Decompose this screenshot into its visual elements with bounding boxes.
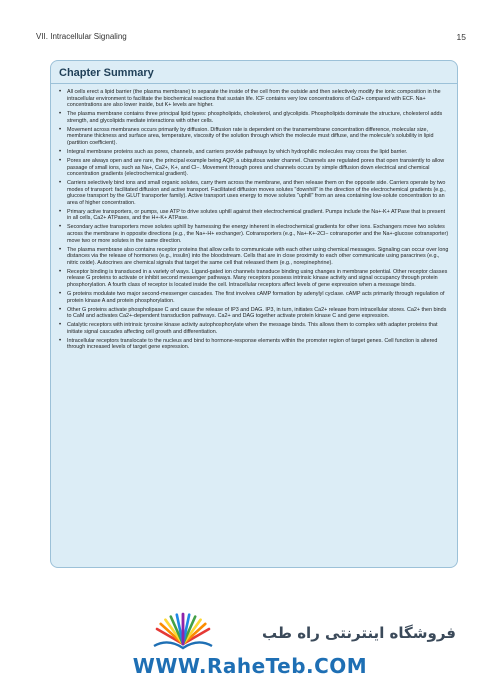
list-item-text: Secondary active transporters move solutes uphill by harnessing the energy inherent in electrochemical gradients for other ions. Exchangers move two solutes across the membrane in opposite directions (e.g., the Na+-H+ exchanger). Cotransporters (e.g., Na+-K+-2Cl− cotransporter and the Na+-glucose cotransporter) move two or more solutes in the same direction. (67, 224, 449, 244)
list-item-text: Pores are always open and are rare, the principal example being AQP, a ubiquitous water channel. Channels are regulated pores that open transiently to allow passage of small ions, such as Na+, Ca2+, K+, and Cl−. Movement through pores and channels occurs by simple diffusion down electrical and chemical concentration gradients (electrochemical gradient). (67, 157, 445, 178)
list-item-text: Catalytic receptors with intrinsic tyrosine kinase activity autophosphorylate when the message binds. This allows them to complex with adapter proteins that initiate signal cascades affecting cell growth and differentiation. (67, 322, 438, 335)
chapter-summary-box (50, 60, 458, 568)
list-item-text: The plasma membrane also contains receptor proteins that allow cells to communicate with each other using chemical messages. Signaling can occur over long distances via the release of hormones (e.g., insulin) into the bloodstream. Cells that are in close proximity to each other communicate using paracrines (e.g., nitric oxide). Autocrines are chemical signals that target the same cell that released them (e.g., norepinephrine). (67, 246, 449, 266)
list-item: • Catalytic receptors with intrinsic tyrosine kinase activity autophosphorylate when the message binds. This allows them to complex with adapter proteins that initiate signal cascades affecting cell growth and differentiation. (59, 322, 438, 335)
watermark-logo (0, 590, 500, 700)
open-book-icon (148, 604, 218, 654)
list-item: • Receptor binding is transduced in a variety of ways. Ligand-gated ion channels transduce binding using changes in membrane potential. Other receptor classes release G proteins to activate or inhibit second messenger pathways. Many receptors possess intrinsic kinase activity and signal occupancy through protein phosphorylation. A fourth class of receptor is located inside the cell. Intracellular receptors affect levels of gene expression when a message binds. (59, 268, 448, 288)
list-item-text: Other G proteins activate phospholipase C and cause the release of IP3 and DAG. IP3, in turn, initiates Ca2+ release from intracellular stores. Ca2+ then binds to CaM and activates Ca2+-dependent transduction pathways. Ca2+ and DAG together activate protein kinase C and gene expression. (67, 306, 447, 320)
list-item: • Pores are always open and are rare, the principal example being AQP, a ubiquitous water channel. Channels are regulated pores that open transiently to allow passage of small ions, such as Na+, Ca2+, K+, and Cl−. Movement through pores and channels occurs by simple diffusion down electrical and chemical concentration gradients (electrochemical gradient). (59, 157, 445, 178)
shop-name: فروشگاه اینترنتی راه طب (261, 624, 456, 642)
list-item: • Integral membrane proteins such as pores, channels, and carriers provide pathways by which hydrophilic molecules may cross the lipid barrier. (59, 148, 408, 155)
list-item-text: The plasma membrane contains three principal lipid types: phospholipids, cholesterol, and glycolipids. Phospholipids dominate the structure, cholesterol adds strength, and glycolipids mediate interactions with other cells. (67, 111, 443, 124)
list-item: • The plasma membrane also contains receptor proteins that allow cells to communicate with each other using chemical messages. Signaling can occur over long distances via the release of hormones (e.g., insulin) into the bloodstream. Cells that are in close proximity to each other communicate using paracrines (e.g., nitric oxide). Autocrines are chemical signals that target the same cell that released them (e.g., norepinephrine). (59, 246, 449, 266)
list-item-text: Primary active transporters, or pumps, use ATP to drive solutes uphill against their electrochemical gradient. Pumps include the Na+-K+ ATPase that is present in all cells, Ca2+ ATPases, and the H+-K+ ATPase. (67, 208, 446, 222)
section-title: VII. Intracellular Signaling (36, 32, 127, 41)
list-item: • Secondary active transporters move solutes uphill by harnessing the energy inherent in electrochemical gradients for other ions. Exchangers move two solutes across the membrane in opposite directions (e.g., the Na+-H+ exchanger). Cotransporters (e.g., Na+-K+-2Cl− cotransporter and the Na+-glucose cotransporter) move two or more solutes in the same direction. (59, 224, 449, 244)
list-item-text: Carriers selectively bind ions and small organic solutes, carry them across the membrane, and then release them on the opposite side. Carriers operate by two modes of transport: facilitated diffusion and active transport. Facilitated diffusion moves solutes "downhill" in the direction of the electrochemical gradients (e.g., glucose transport by the GLUT transporter family). Active transport uses energy to move solutes "uphill" from an area containing low-solute concentration to an area of higher concentration. (67, 180, 446, 206)
list-item: • Carriers selectively bind ions and small organic solutes, carry them across the membrane, and then release them on the opposite side. Carriers operate by two modes of transport: facilitated diffusion and active transport. Facilitated diffusion moves solutes "downhill" in the direction of the electrochemical gradients (e.g., glucose transport by the GLUT transporter family). Active transport uses energy to move solutes "uphill" from an area containing low-solute concentration to an area of higher concentration. (59, 180, 446, 206)
list-item: • The plasma membrane contains three principal lipid types: phospholipids, cholesterol, and glycolipids. Phospholipids dominate the structure, cholesterol adds strength, and glycolipids mediate interactions with other cells. (59, 111, 443, 124)
page-header (22, 30, 476, 44)
page-number: 15 (456, 32, 466, 42)
list-item: • Other G proteins activate phospholipase C and cause the release of IP3 and DAG. IP3, in turn, initiates Ca2+ release from intracellular stores. Ca2+ then binds to CaM and activates Ca2+-dependent transduction pathways. Ca2+ and DAG together activate protein kinase C and gene expression. (59, 306, 447, 320)
list-item: • G proteins modulate two major second-messenger cascades. The first involves cAMP formation by adenylyl cyclase. cAMP acts primarily through regulation of protein kinase A and protein phosphorylation. (59, 290, 445, 304)
list-item-text: All cells erect a lipid barrier (the plasma membrane) to separate the inside of the cell from the outside and then selectively modify the ionic composition in the intracellular environment to facilitate the biochemical reactions that sustain life. ICF contains very low concentrations of Ca2+ compared with ECF. Na+ concentrations are also lower inside, but K+ levels are higher. (67, 89, 441, 109)
list-item: • Primary active transporters, or pumps, use ATP to drive solutes uphill against their electrochemical gradient. Pumps include the Na+-K+ ATPase that is present in all cells, Ca2+ ATPases, and the H+-K+ ATPase. (59, 208, 446, 222)
list-item-text: G proteins modulate two major second-messenger cascades. The first involves cAMP formation by adenylyl cyclase. cAMP acts primarily through regulation of protein kinase A and protein phosphorylation. (67, 290, 445, 304)
list-item: • Intracellular receptors translocate to the nucleus and bind to hormone-response elements within the promoter region of target genes. Cell function is altered through increased levels of target gene expression. (59, 337, 438, 351)
list-item-text: Intracellular receptors translocate to the nucleus and bind to hormone-response elements within the promoter region of target genes. Cell function is altered through increased levels of target gene expression. (67, 337, 438, 351)
shop-url: WWW.RaheTeb.COM (132, 654, 368, 678)
summary-list (59, 89, 449, 353)
list-item-text: Receptor binding is transduced in a variety of ways. Ligand-gated ion channels transduce binding using changes in membrane potential. Other receptor classes release G proteins to activate or inhibit second messenger pathways. Many receptors possess intrinsic kinase activity and signal occupancy through protein phosphorylation. A fourth class of receptor is located inside the cell. Intracellular receptors affect levels of gene expression when a message binds. (67, 268, 448, 288)
list-item: • Movement across membranes occurs primarily by diffusion. Diffusion rate is dependent on the transmembrane concentration difference, molecular size, membrane thickness and surface area, temperature, viscosity of the solution through which the molecule must diffuse, and the molecule's solubility in lipid (partition coefficient). (59, 126, 434, 146)
summary-title: Chapter Summary (51, 61, 457, 84)
list-item-text: Integral membrane proteins such as pores, channels, and carriers provide pathways by which hydrophilic molecules may cross the lipid barrier. (67, 148, 408, 155)
list-item: • All cells erect a lipid barrier (the plasma membrane) to separate the inside of the cell from the outside and then selectively modify the ionic composition in the intracellular environment to facilitate the biochemical reactions that sustain life. ICF contains very low concentrations of Ca2+ compared with ECF. Na+ concentrations are also lower inside, but K+ levels are higher. (59, 89, 441, 109)
list-item-text: Movement across membranes occurs primarily by diffusion. Diffusion rate is dependent on the transmembrane concentration difference, molecular size, membrane thickness and surface area, temperature, viscosity of the solution through which the molecule must diffuse, and the molecule's solubility in lipid (partition coefficient). (67, 126, 434, 146)
